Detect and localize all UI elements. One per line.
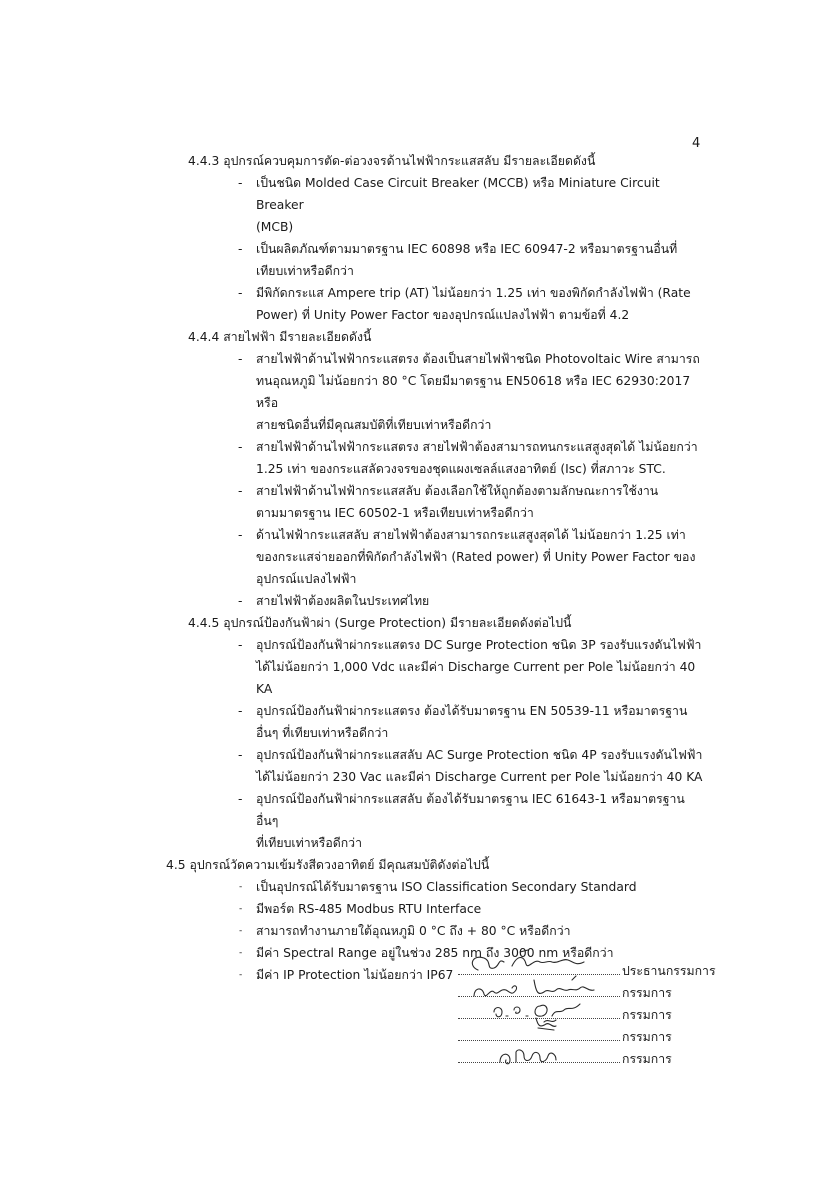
list-item: - มีพิกัดกระแส Ampere trip (AT) ไม่น้อยกว่า 1.25 เท่า ของพิกัดกำลังไฟฟ้า (Rate Power) ที่ Unity Power Factor ของอุปกรณ์แปลงไฟฟ้า ตามข้อที่ 4.2 [238, 286, 691, 322]
list-item: - สามารถทำงานภายใต้อุณหภูมิ 0 °C ถึง + 80 °C หรือดีกว่า [239, 924, 571, 938]
list-item: - อุปกรณ์ป้องกันฟ้าผ่ากระแสสลับ AC Surge Protection ชนิด 4P รองรับแรงดันไฟฟ้า ได้ไม่น้อยกว่า 230 Vac และมีค่า Discharge Current per Pole ไม่น้อยกว่า 40 KA [238, 748, 703, 784]
signature-role: กรรมการ [622, 986, 672, 1000]
signature-role: กรรมการ [622, 1052, 672, 1066]
list-item: - สายไฟฟ้าต้องผลิตในประเทศไทย [238, 594, 430, 608]
section-heading-4-5: 4.5 อุปกรณ์วัดความเข้มรังสีดวงอาทิตย์ มีคุณสมบัติดังต่อไปนี้ [166, 858, 490, 872]
list-item: - อุปกรณ์ป้องกันฟ้าผ่ากระแสสลับ ต้องได้รับมาตรฐาน IEC 61643-1 หรือมาตรฐานอื่นๆ ที่เทียบเท่าหรือดีกว่า [238, 792, 685, 850]
list-item: - อุปกรณ์ป้องกันฟ้าผ่ากระแสตรง DC Surge Protection ชนิด 3P รองรับแรงดันไฟฟ้า ได้ไม่น้อยกว่า 1,000 Vdc และมีค่า Discharge Current per Pole ไม่น้อยกว่า 40 KA [238, 638, 702, 696]
list-item: - อุปกรณ์ป้องกันฟ้าผ่ากระแสตรง ต้องได้รับมาตรฐาน EN 50539-11 หรือมาตรฐาน อื่นๆ ที่เทียบเท่าหรือดีกว่า [238, 704, 688, 740]
list-item: - สายไฟฟ้าด้านไฟฟ้ากระแสตรง สายไฟฟ้าต้องสามารถทนกระแสสูงสุดได้ ไม่น้อยกว่า 1.25 เท่า ของกระแสลัดวงจรของชุดแผงเซลล์แสงอาทิตย์ (Isc) ที่สภาวะ STC. [238, 440, 698, 476]
page-number: 4 [692, 136, 701, 151]
list-item: - เป็นอุปกรณ์ได้รับมาตรฐาน ISO Classification Secondary Standard [239, 880, 637, 894]
section-heading-4-4-5: 4.4.5 อุปกรณ์ป้องกันฟ้าผ่า (Surge Protection) มีรายละเอียดดังต่อไปนี้ [188, 616, 572, 630]
section-heading-4-4-3: 4.4.3 อุปกรณ์ควบคุมการตัด-ต่อวงจรด้านไฟฟ้ากระแสสลับ มีรายละเอียดดังนี้ [188, 154, 596, 168]
list-item: - สายไฟฟ้าด้านไฟฟ้ากระแสตรง ต้องเป็นสายไฟฟ้าชนิด Photovoltaic Wire สามารถ ทนอุณหภูมิ ไม่น้อยกว่า 80 °C โดยมีมาตรฐาน EN50618 หรือ IEC 62930:2017 หรือ สายชนิดอื่นที่มีคุณสมบัติที่เทียบเท่าหรือดีกว่า [238, 352, 700, 432]
signature-role: กรรมการ [622, 1030, 672, 1044]
list-item: - เป็นชนิด Molded Case Circuit Breaker (MCCB) หรือ Miniature Circuit Breaker (MCB) [238, 176, 660, 234]
signature-role: ประธานกรรมการ [622, 964, 716, 978]
list-item: - ด้านไฟฟ้ากระแสสลับ สายไฟฟ้าต้องสามารถกระแสสูงสุดได้ ไม่น้อยกว่า 1.25 เท่า ของกระแสจ่ายออกที่พิกัดกำลังไฟฟ้า (Rated power) ที่ Unity Power Factor ของ อุปกรณ์แปลงไฟฟ้า [238, 528, 696, 586]
document-body [0, 150, 834, 986]
signature-row [458, 1048, 718, 1070]
list-item: - สายไฟฟ้าด้านไฟฟ้ากระแสสลับ ต้องเลือกใช้ให้ถูกต้องตามลักษณะการใช้งาน ตามมาตรฐาน IEC 60502-1 หรือเทียบเท่าหรือดีกว่า [238, 484, 659, 520]
signature-scribble [464, 1032, 624, 1068]
list-item: - มีค่า Spectral Range อยู่ในช่วง 285 nm ถึง 3000 nm หรือดีกว่า [239, 946, 614, 960]
list-item: - เป็นผลิตภัณฑ์ตามมาตรฐาน IEC 60898 หรือ IEC 60947-2 หรือมาตรฐานอื่นที่ เทียบเท่าหรือดีกว่า [238, 242, 678, 278]
list-item: - มีพอร์ต RS-485 Modbus RTU Interface [239, 902, 482, 916]
section-heading-4-4-4: 4.4.4 สายไฟฟ้า มีรายละเอียดดังนี้ [188, 330, 372, 344]
list-item: - มีค่า IP Protection ไม่น้อยกว่า IP67 [239, 968, 454, 982]
signature-role: กรรมการ [622, 1008, 672, 1022]
signature-block [458, 960, 718, 1070]
